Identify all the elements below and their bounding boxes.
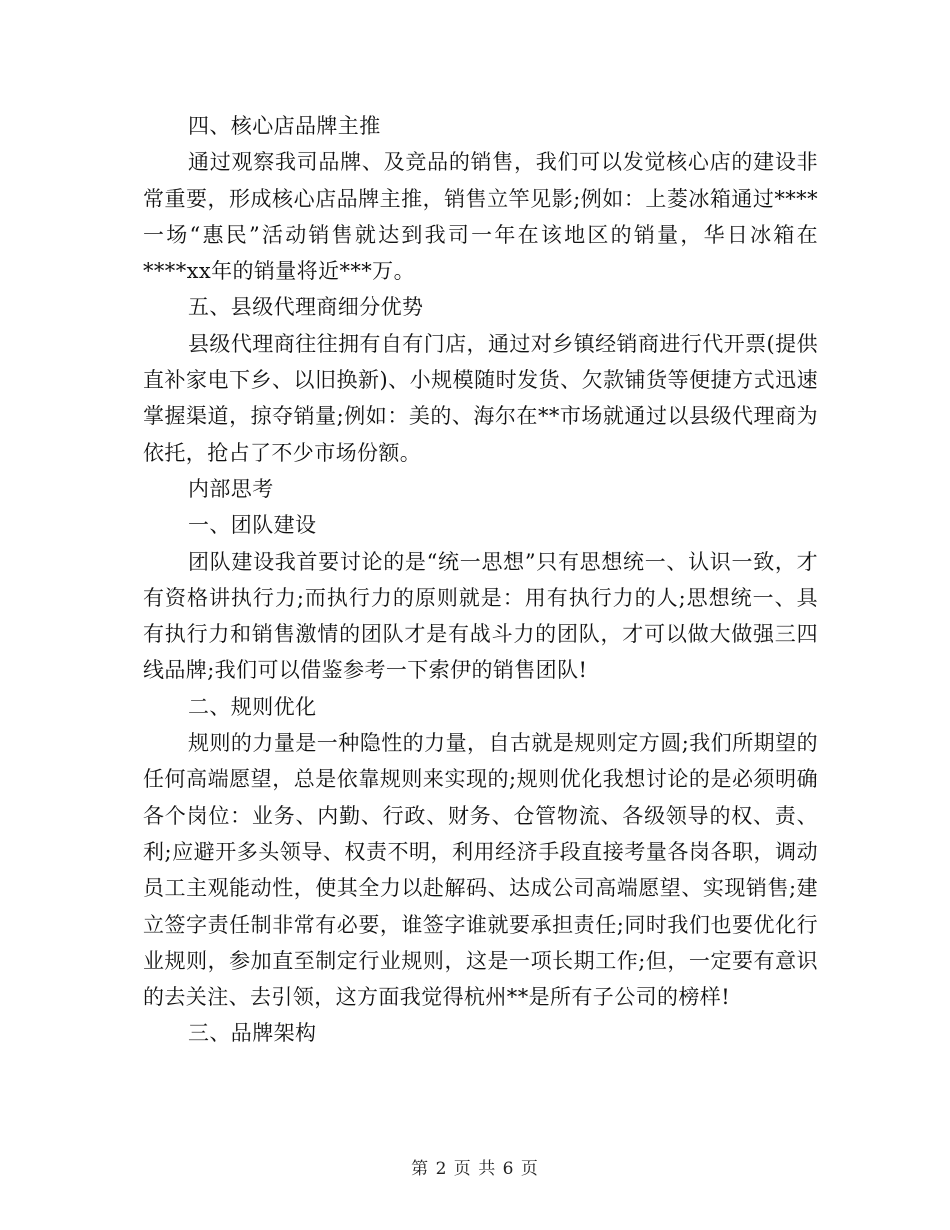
paragraph-core-store: 通过观察我司品牌、及竞品的销售，我们可以发觉核心店的建设非常重要，形成核心店品牌主推，销售立竿见影;例如：上菱冰箱通过****一场“惠民”活动销售就达到我司一年在该地区的销量，华日冰箱在****xx年的销量将近***万。 (143, 150, 818, 284)
section-heading-internal-thinking: 内部思考 (188, 476, 274, 501)
section-heading-rule-optimization: 二、规则优化 (188, 694, 317, 719)
section-heading-county-agent: 五、县级代理商细分优势 (188, 295, 424, 320)
section-heading-brand-architecture: 三、品牌架构 (188, 1021, 317, 1046)
section-heading-core-store: 四、核心店品牌主推 (188, 114, 381, 138)
paragraph-county-agent: 县级代理商往往拥有自有门店，通过对乡镇经销商进行代开票(提供直补家电下乡、以旧换新)、小规模随时发货、欠款铺货等便捷方式迅速掌握渠道，掠夺销量;例如：美的、海尔在**市场就通过以县级代理商为依托，抢占了不少市场份额。 (143, 331, 818, 465)
paragraph-team-building: 团队建设我首要讨论的是“统一思想”只有思想统一、认识一致，才有资格讲执行力;而执行力的原则就是：用有执行力的人;思想统一、具有执行力和销售激情的团队才是有战斗力的团队，才可以做大做强三四线品牌;我们可以借鉴参考一下索伊的销售团队! (143, 549, 818, 683)
document-body (143, 108, 818, 1052)
page-number-footer: 第 2 页 共 6 页 (411, 1159, 539, 1179)
paragraph-rule-optimization: 规则的力量是一种隐性的力量，自古就是规则定方圆;我们所期望的任何高端愿望，总是依靠规则来实现的;规则优化我想讨论的是必须明确各个岗位：业务、内勤、行政、财务、仓管物流、各级领导的权、责、利;应避开多头领导、权责不明，利用经济手段直接考量各岗各职，调动员工主观能动性，使其全力以赴解码、达成公司高端愿望、实现销售;建立签字责任制非常有必要，谁签字谁就要承担责任;同时我们也要优化行业规则，参加直至制定行业规则，这是一项长期工作;但，一定要有意识的去关注、去引领，这方面我觉得杭州**是所有子公司的榜样! (143, 731, 818, 1010)
section-heading-team-building: 一、团队建设 (188, 513, 317, 538)
